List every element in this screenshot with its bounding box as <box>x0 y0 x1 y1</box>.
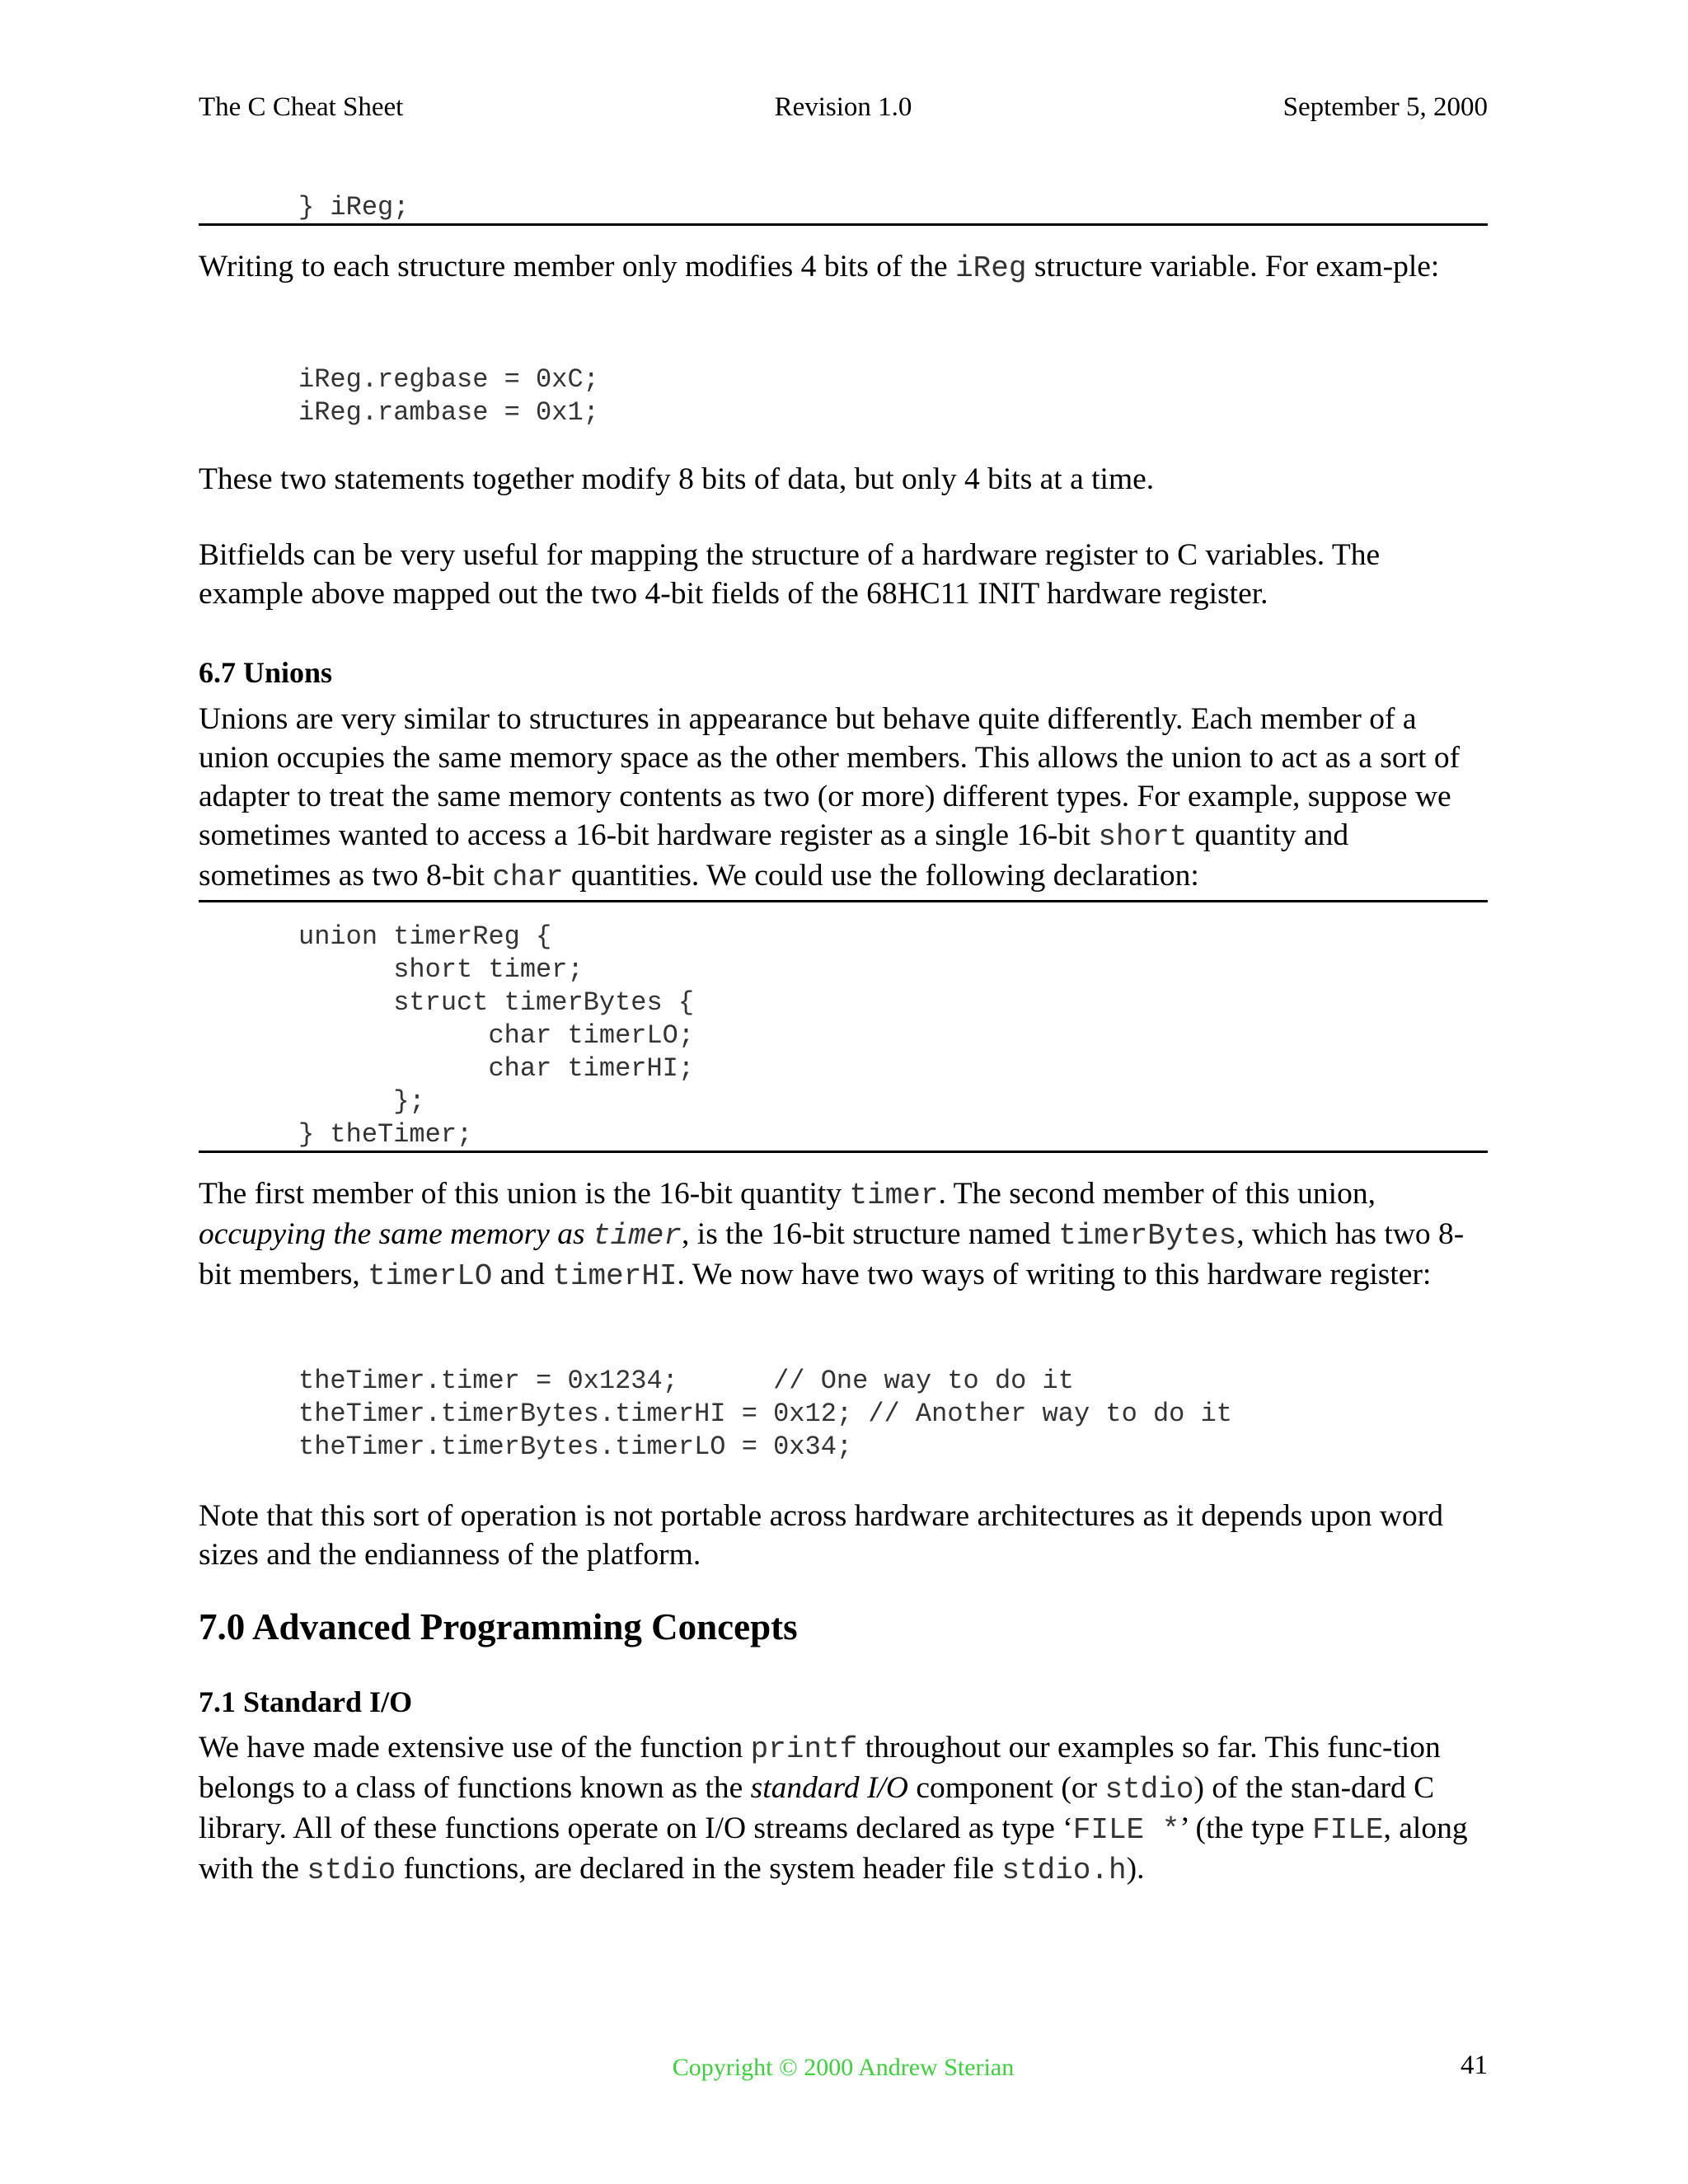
paragraph-ireg-write: Writing to each structure member only modifies 4 bits of the iReg structure variable. For exam-ple: <box>199 250 1440 285</box>
header-date: September 5, 2000 <box>1282 92 1488 122</box>
code-rule-2 <box>199 900 1488 902</box>
footer-copyright: Copyright © 2000 Andrew Sterian <box>672 2054 1015 2081</box>
code-ireg-end: } iReg; <box>298 192 410 223</box>
code-rule-3 <box>199 1151 1488 1153</box>
header-revision: Revision 1.0 <box>774 92 912 122</box>
paragraph-standard-io: We have made extensive use of the function printf throughout our examples so far. This func-tion belongs to a class of functions known as the standard I/O component (or stdio) of the stan-dard C library. All of these functions operate on I/O streams declared as type ‘FILE *’ (the type FILE, along with the stdio functions, are declared in the system header file stdio.h). <box>199 1731 1468 1887</box>
header-title: The C Cheat Sheet <box>199 92 404 122</box>
paragraph-two-statements: These two statements together modify 8 bits of data, but only 4 bits at a time. <box>199 462 1155 496</box>
chapter-title-advanced: 7.0 Advanced Programming Concepts <box>199 1606 798 1647</box>
paragraph-portability-note: Note that this sort of operation is not portable across hardware architectures as it depends upon word sizes and the endianness of the platform. <box>199 1499 1443 1572</box>
paragraph-bitfields: Bitfields can be very useful for mapping the structure of a hardware register to C variables. The example above mapped out the two 4-bit fields of the 68HC11 INIT hardware register. <box>199 538 1381 611</box>
section-title-unions: 6.7 Unions <box>199 656 333 689</box>
section-title-standard-io: 7.1 Standard I/O <box>199 1685 413 1718</box>
document-page <box>199 0 1488 2184</box>
page-header <box>199 92 1488 129</box>
code-ireg-assign: iReg.regbase = 0xC; iReg.rambase = 0x1; <box>298 364 599 428</box>
paragraph-union-members: The first member of this union is the 16-bit quantity timer. The second member of this union, occupying the same memory as timer, is the 16-bit structure named timerBytes, which has two 8-bit members, timerLO and timerHI. We now have two ways of writing to this hardware register: <box>199 1177 1465 1293</box>
paragraph-unions-intro: Unions are very similar to structures in appearance but behave quite differently. Each member of a union occupies the same memory space as the other members. This allows the union to act as a sort of adapter to treat the same memory contents as two (or more) different types. For example, suppose we sometimes wanted to access a 16-bit hardware register as a single 16-bit short quantity and sometimes as two 8-bit char quantities. We could use the following declaration: <box>199 702 1461 894</box>
footer-page-number: 41 <box>1461 2050 1488 2080</box>
code-rule-1 <box>199 223 1488 226</box>
code-union-declaration: union timerReg { short timer; struct timerBytes { char timerLO; char timerHI; }; } theTimer; <box>298 921 695 1150</box>
code-timer-writes: theTimer.timer = 0x1234; // One way to do it theTimer.timerBytes.timerHI = 0x12; // Another way to do it theTimer.timerBytes.timerLO = 0x34; <box>298 1366 1232 1462</box>
